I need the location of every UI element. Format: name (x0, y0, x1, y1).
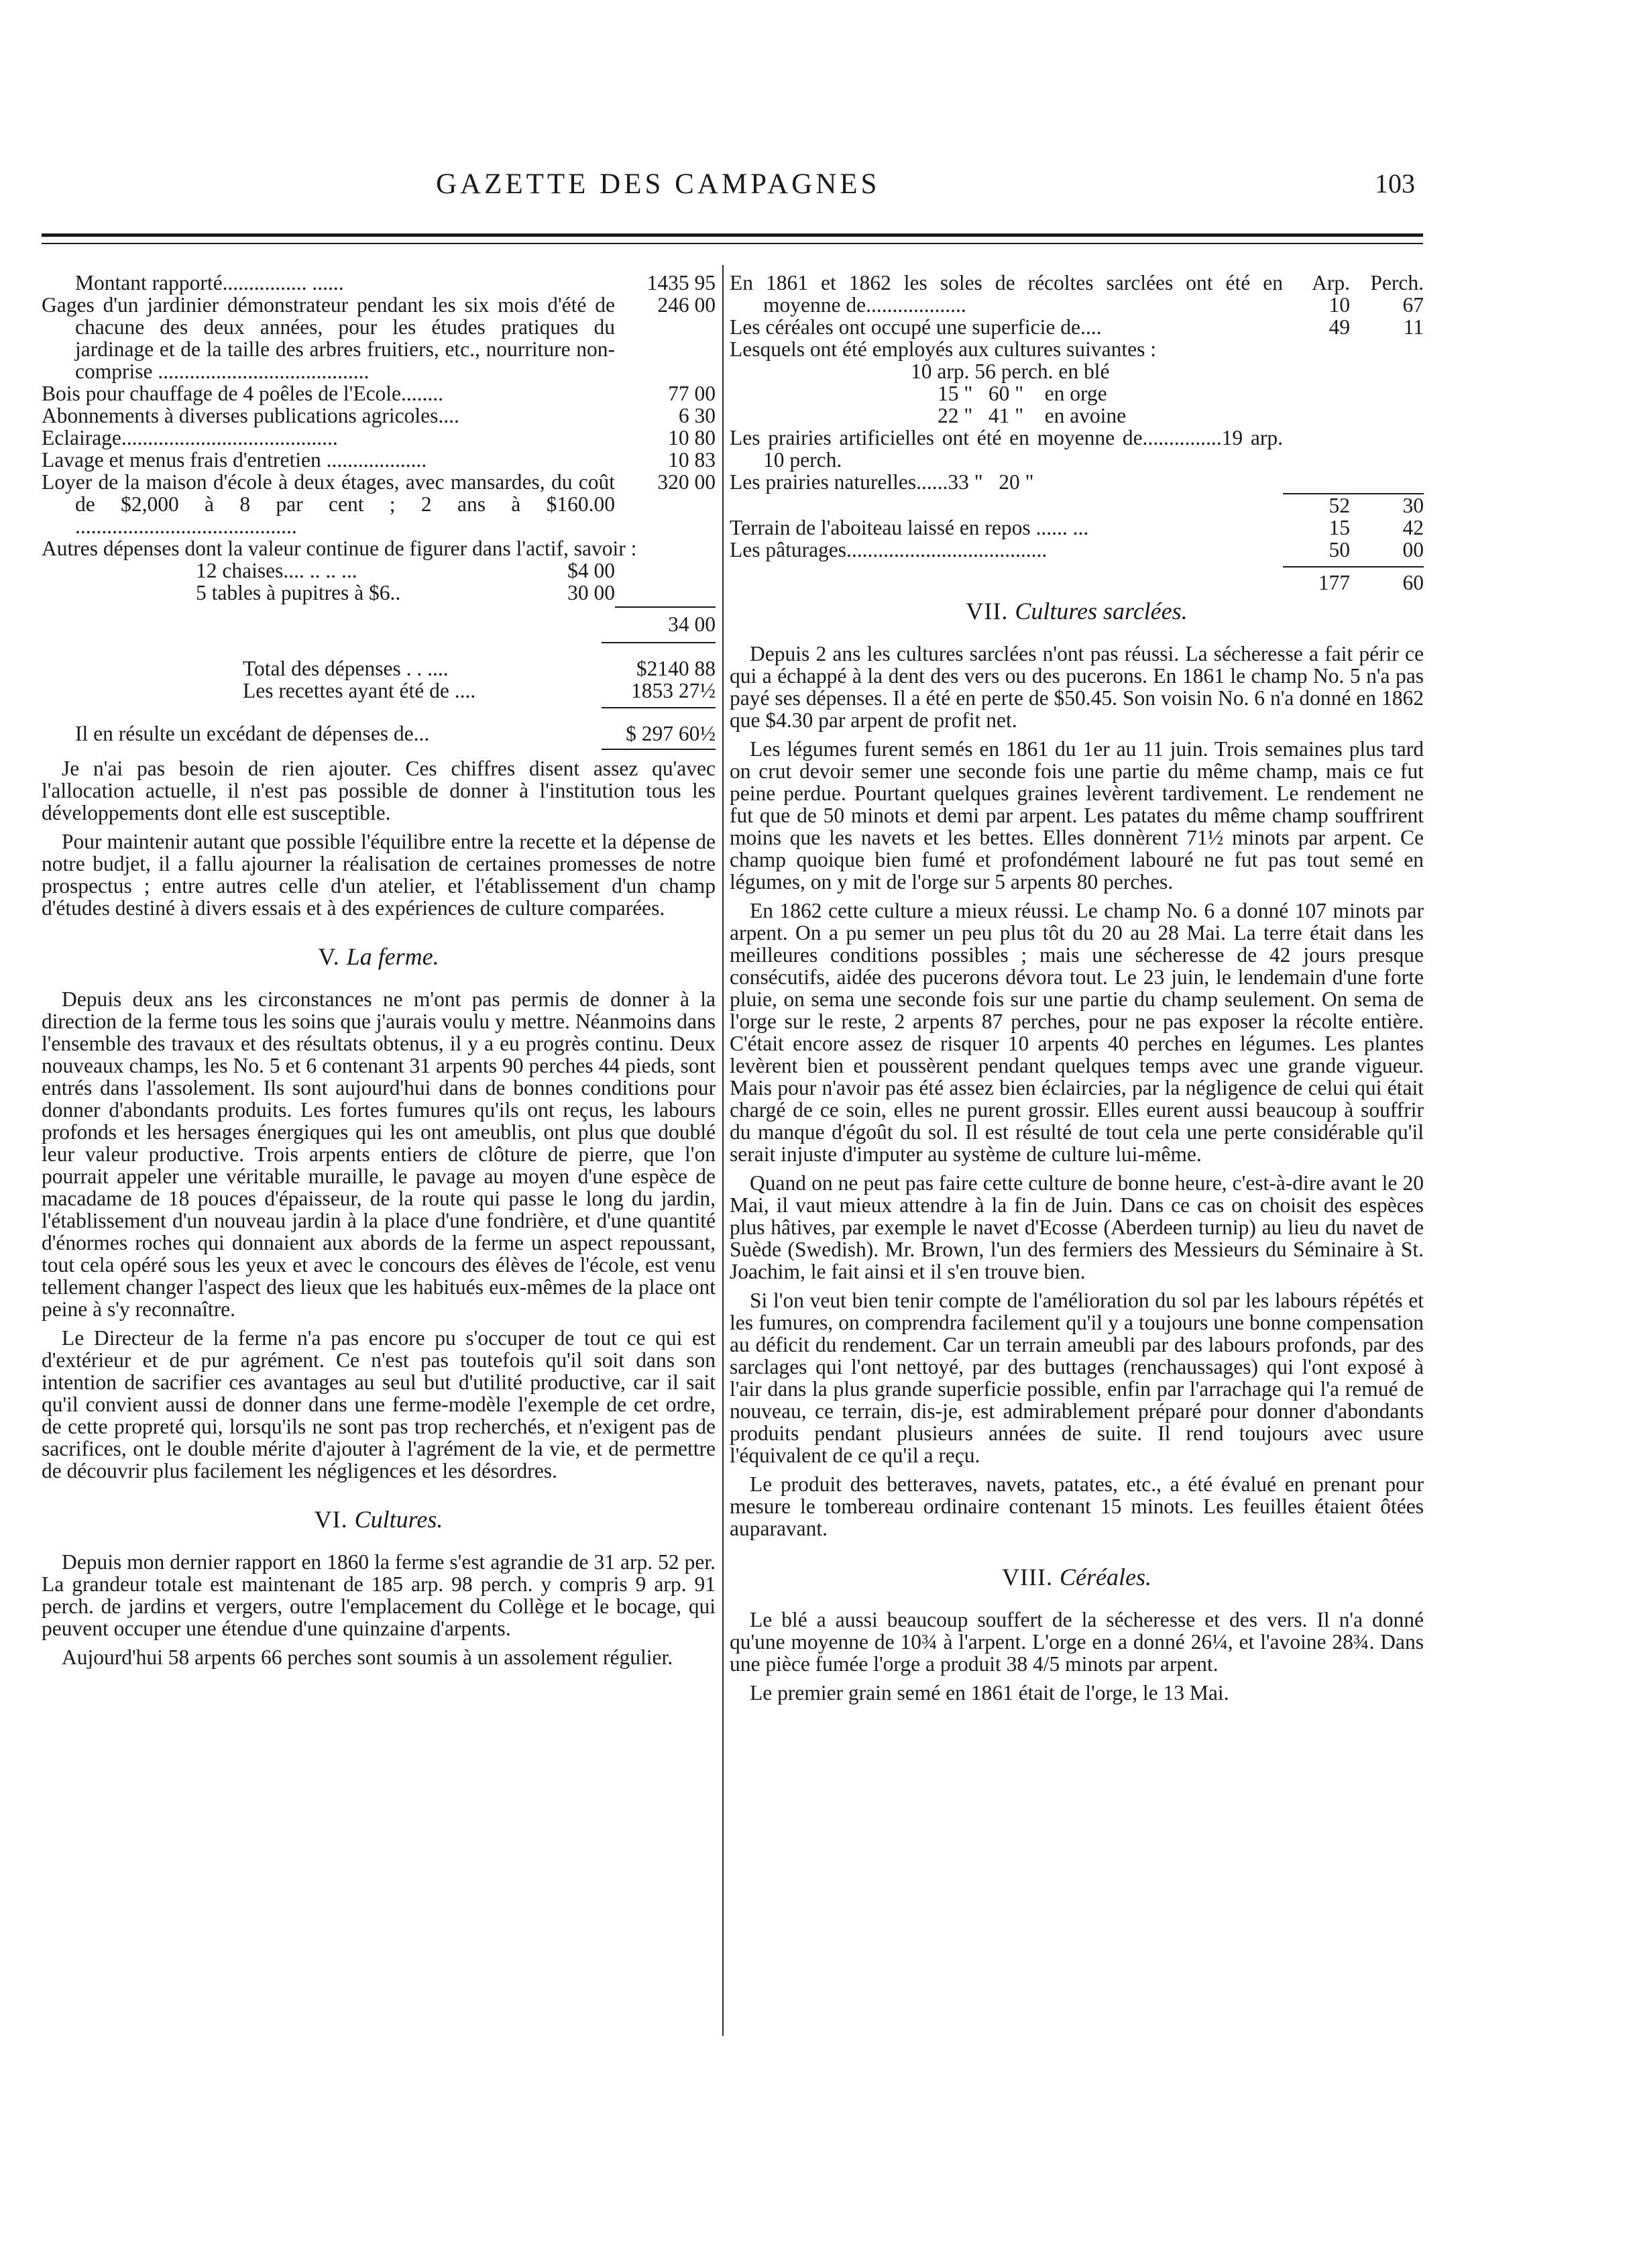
area-table-row: Lesquels ont été employés aux cultures suivantes : (730, 337, 1156, 361)
area-total-row: 177 60 (730, 566, 1424, 594)
crop-line: 22 " 41 " en avoine (938, 404, 1127, 427)
expense-row: Gages d'un jardinier démonstrateur pendant les six mois d'été de chacune des deux années, pour les études pratiques du jardinage et de la taille des arbres fruitiers, etc., nourriture non-comprise ........................................ 246 00 (42, 293, 716, 383)
paragraph: Le blé a aussi beaucoup souffert de la sécheresse et des vers. Il n'a donné qu'une moyenne de 10¾ à l'arpent. L'orge en a donné 26¼, et l'avoine 28¾. Dans une pièce fumée l'orge a produit 38 4/5 minots par arpent. (730, 1608, 1424, 1676)
crop-line: 15 " 60 " en orge (938, 382, 1107, 405)
area-table-row: Les céréales ont occupé une superficie de.... 49 11 (730, 315, 1424, 339)
other-expenses-intro: Autres dépenses dont la valeur continue de figurer dans l'actif, savoir : (42, 537, 637, 560)
paragraph: Depuis mon dernier rapport en 1860 la ferme s'est agrandie de 31 arp. 52 per. La grandeur totale est maintenant de 185 arp. 98 perch. y compris 9 arp. 91 perch. de jardins et vergers, outre l'emplacement du Collège et le bocage, qui peuvent occuper une étendue d'une quinzaine d'arpents. (42, 1550, 716, 1640)
paragraph: Si l'on veut bien tenir compte de l'amélioration du sol par les labours répétés et les fumures, on comprendra facilement qu'il y a toujours une bonne compensation au déficit du rendement. Car un terrain ameubli par des labours profonds, par des sarclages qui l'ont nettoyé, par des buttages (renchaussages) qui l'ont exposé à l'air dans la plus grande superficie possible, enfin par l'arrachage qui l'a remué de nouveau, ce terrain, dis-je, est admirablement préparé pour donner d'abondants produits pendant plusieurs années de suite. Il rend toujours avec usure l'équivalent de ce qu'il a reçu. (730, 1289, 1424, 1467)
sum-rule (602, 707, 716, 709)
paragraph: Depuis deux ans les circonstances ne m'ont pas permis de donner à la direction de la ferme tous les soins que j'aurais voulu y mettre. Néanmoins dans l'ensemble des travaux et des résultats obtenus, il y a eu progrès continu. Deux nouveaux champs, les No. 5 et 6 contenant 31 arpents 90 perches 44 pieds, sont entrés dans l'assolement. Ils sont aujourd'hui dans de bonnes conditions pour donner d'abondants produits. Les fortes fumures qu'ils ont reçus, les labours profonds et les hersages énergiques qui les ont ameublis, ont plus que doublé leur valeur productive. Trois arpents entiers de clôture de pierre, que l'on pourrait appeler une véritable muraille, le pavage au moyen d'une espèce de macadame de 18 pouces d'épaisseur, de la route qui passe le long du jardin, l'établissement d'un nouveau jardin à la place d'une fondrière, et d'une quantité d'énormes roches qui donnaient aux abords de la ferme un aspect repoussant, tout cela opéré sous les yeux et avec le concours des élèves de l'école, est venu tellement changer l'aspect des lieux que les habitués eux-mêmes de la place ont peine à s'y reconnaître. (42, 987, 716, 1321)
section-heading: VII. Cultures sarclées. (966, 598, 1188, 625)
total-expenses-row: Total des dépenses . . .... $2140 88 (243, 657, 716, 680)
paragraph: Je n'ai pas besoin de rien ajouter. Ces chiffres disent assez qu'avec l'allocation actuelle, il n'est pas possible de donner à l'institution tous les développements dont elle est susceptible. (42, 757, 716, 824)
column-divider (722, 265, 724, 2036)
item-row: 5 tables à pupitres à $6.. 30 00 (196, 581, 615, 604)
excess-row: Il en résulte un excédant de dépenses de... $ 297 60½ (75, 722, 716, 745)
expense-row: Lavage et menus frais d'entretien ................... 10 83 (42, 448, 716, 472)
expense-row: Bois pour chauffage de 4 poêles de l'Ecole........ 77 00 (42, 382, 716, 405)
area-table-row: Les prairies artificielles ont été en moyenne de...............19 arp. 10 perch. (730, 426, 1283, 472)
paragraph: Le Directeur de la ferme n'a pas encore pu s'occuper de tout ce qui est d'extérieur et de pur agrément. Ce n'est pas toutefois qu'il soit dans son intention de sacrifier ces avantages au seul but d'utilité productive, car il sait qu'il convient aussi de donner dans une ferme-modèle l'exemple de cet ordre, de cette propreté qui, lorsqu'ils ne sont pas trop recherchés, et n'exigent pas de sacrifices, ont le double mérite d'ajouter à l'agrément de la vie, et de permettre de découvrir plus facilement les négligences et les désordres. (42, 1326, 716, 1482)
expense-row: Loyer de la maison d'école à deux étages, avec mansardes, du coût de $2,000 à 8 par cent ; 2 ans à $160.00 .......................................... 320 00 (42, 470, 716, 538)
right-column (730, 272, 1424, 1704)
expense-row: Montant rapporté................ ...... 1435 95 (75, 271, 716, 294)
paragraph: Les légumes furent semés en 1861 du 1er au 11 juin. Trois semaines plus tard on crut devoir semer une seconde fois une partie du même champ, mais ce fut peine perdue. Pourtant quelques graines levèrent tardivement. Le rendement ne fut que de 50 minots et demi par arpent. Les patates du même champ souffrirent moins que les navets et les bettes. Elles donnèrent 71½ minots par arpent. Ce champ quoique bien fumé et profondément labouré ne fut pas tout semé en légumes, on y mit de l'orge sur 5 arpents 80 perches. (730, 737, 1424, 894)
paragraph: Quand on ne peut pas faire cette culture de bonne heure, c'est-à-dire avant le 20 Mai, il vaut mieux attendre à la fin de Juin. Dans ce cas on choisit des espèces plus hâtives, par exemple le navet d'Ecosse (Aberdeen turnip) au lieu du navet de Suède (Swedish). Mr. Brown, l'un des fermiers des Messieurs du Séminaire à St. Joachim, le fait ainsi et il s'en trouve bien. (730, 1171, 1424, 1283)
expense-row: Abonnements à diverses publications agricoles.... 6 30 (42, 404, 716, 427)
paragraph: Aujourd'hui 58 arpents 66 perches sont soumis à un assolement régulier. (62, 1645, 673, 1669)
sum-rule (602, 749, 716, 751)
section-heading: VI. Cultures. (314, 1506, 443, 1533)
running-title: GAZETTE DES CAMPAGNES (436, 168, 881, 200)
paragraph: Depuis 2 ans les cultures sarclées n'ont pas réussi. La sécheresse a fait périr ce qui a échappé à la dent des vers ou des pucerons. En 1861 le champ No. 5 n'a pas payé ses dépenses. Il a été en perte de $50.45. Son voisin No. 6 n'a donné en 1862 que $4.30 par arpent de profit net. (730, 642, 1424, 732)
paragraph: Le premier grain semé en 1861 était de l'orge, le 13 Mai. (750, 1681, 1229, 1705)
paragraph: Le produit des betteraves, navets, patates, etc., a été évalué en prenant pour mesure le tombereau ordinaire contenant 15 minots. Les feuilles étaient ôtées auparavant. (730, 1472, 1424, 1540)
area-subtotal-row: 52 30 (730, 493, 1424, 517)
page-header (0, 168, 1635, 208)
area-table-row: Les prairies naturelles......33 " 20 " (730, 470, 1034, 494)
area-table-row: Les pâturages...................................... 50 00 (730, 538, 1424, 561)
items-total-row: 34 00 (42, 604, 716, 635)
expense-row: Eclairage......................................... 10 80 (42, 426, 716, 449)
area-table-row: En 1861 et 1862 les soles de récoltes sarclées ont été en moyenne de................... Arp. Perch. 10 67 (730, 271, 1424, 317)
header-rule-thick (42, 233, 1423, 237)
section-heading: V. La ferme. (318, 943, 439, 970)
paragraph: En 1862 cette culture a mieux réussi. Le champ No. 6 a donné 107 minots par arpent. On a pu semer un peu plus tôt du 20 au 28 Mai. La terre était dans les meilleures conditions possibles ; mais une sécheresse de 42 jours presque consécutifs, aidée des pucerons dévora tout. Le 23 juin, le lendemain d'une forte pluie, on sema une seconde fois sur une partie du champ seulement. On sema de l'orge sur le reste, 2 arpents 87 perches, pour ne pas exposer la récolte entière. C'était encore assez de risquer 10 arpents 40 perches en légumes. Les plantes levèrent bien et poussèrent pendant quelques temps avec une grande vigueur. Mais pour n'avoir pas été assez bien éclaircies, par la négligence de celui qui était chargé de ce soin, elles ne purent grossir. Elles eurent aussi beaucoup à souffrir du manque d'égoût du sol. Il est résulté de tout cela une perte considérable qu'il serait injuste d'imputer au système de culture lui-même. (730, 899, 1424, 1166)
page-number: 103 (1375, 168, 1415, 199)
left-column (42, 272, 716, 1668)
section-heading: VIII. Céréales. (1002, 1564, 1151, 1590)
receipts-row: Les recettes ayant été de .... 1853 27½ (243, 679, 716, 702)
paragraph: Pour maintenir autant que possible l'équilibre entre la recette et la dépense de notre budjet, il a fallu ajourner la réalisation de certaines promesses de notre prospectus ; entre autres celle d'un atelier, et l'établissement d'un champ d'études destiné à divers essais et à des expériences de culture comparées. (42, 830, 716, 920)
area-table-row: Terrain de l'aboiteau laissé en repos ...... ... 15 42 (730, 516, 1424, 539)
crop-line: 10 arp. 56 perch. en blé (911, 360, 1110, 383)
item-row: 12 chaises.... .. .. ... $4 00 (196, 559, 615, 582)
header-rule-thin (42, 243, 1423, 244)
sum-rule (602, 642, 716, 644)
